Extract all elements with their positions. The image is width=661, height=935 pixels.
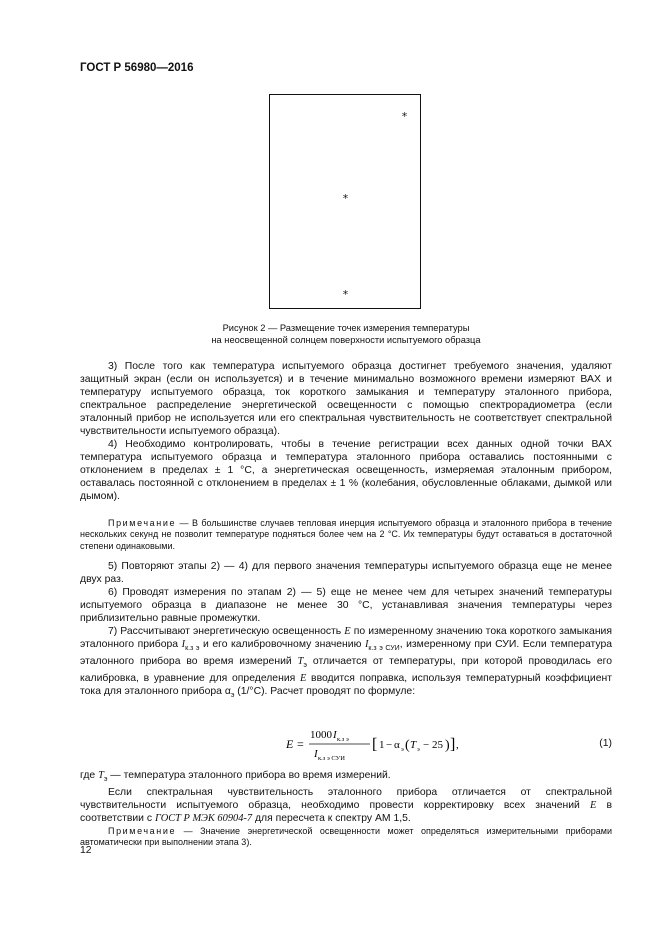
svg-text:=: = bbox=[297, 737, 304, 751]
formula-expression bbox=[286, 724, 546, 764]
svg-text:T: T bbox=[410, 739, 417, 751]
paragraph-spectral-correction: Если спектральная чувствительность эталонного прибора отличается от спектральной чувствительности испытуемого образца, необходимо провести корректировку всех значений E в соответствии с ГОСТ Р МЭК 60904-7 для пересчета к спектру АМ 1,5. bbox=[80, 787, 612, 825]
standard-reference: ГОСТ Р МЭК 60904-7 bbox=[154, 813, 253, 825]
svg-text:[: [ bbox=[372, 736, 378, 753]
paragraph-where: где $T_э$ — температура эталонного прибора во время измерений. bbox=[80, 770, 391, 784]
note-1 bbox=[80, 518, 612, 552]
paragraph-step3: 3) После того как температура испытуемого образца достигнет требуемого значения, удаляют защитный экран (если он используется) и в течение минимально возможного времени измеряют ВАХ и температуру испытуемого образца, ток короткого замыкания и температуру эталонного прибора, спектральное распределение энергетической освещенности с помощью спектрорадиометра (если эталонный прибор не используется или его спектральная чувствительность не соответствует спектральной чувствительности испытуемого образца). bbox=[80, 361, 612, 437]
note-2-label: Примечание bbox=[108, 826, 177, 836]
page-number: 12 bbox=[80, 845, 92, 856]
measurement-point-bottom: * bbox=[342, 288, 349, 301]
figure-caption-line2: на неосвещенной солнцем поверхности испытуемого образца bbox=[211, 335, 481, 345]
figure-caption bbox=[80, 322, 612, 346]
paragraph-step4: 4) Необходимо контролировать, чтобы в течение регистрации всех данных одной точки ВАХ температура испытуемого образца и температура эталонного прибора оставались постоянными с отклонением в пределах ± 1 °C, а энергетическая освещенность, измеряемая эталонным прибором, оставалась постоянной с отклонением в пределах ± 1 % (колебания, обусловленные облаками, дымкой или дымом). bbox=[80, 439, 612, 502]
svg-text:э: э bbox=[417, 746, 420, 753]
svg-text:): ) bbox=[445, 738, 450, 753]
svg-text:I: I bbox=[333, 729, 337, 741]
note-1-text: — В большинстве случаев тепловая инерция испытуемого образца и эталонного прибора в течение нескольких секунд не позволит температуре подняться более чем на 2 °C. Их температуры будут оставаться в достаточной степени одинаковыми. bbox=[80, 518, 612, 551]
document-header: ГОСТ Р 56980—2016 bbox=[80, 62, 194, 74]
svg-text:−: − bbox=[423, 739, 430, 751]
formula-1 bbox=[80, 724, 612, 764]
svg-text:1000: 1000 bbox=[310, 729, 332, 741]
steps-block-3 bbox=[80, 769, 612, 825]
svg-text:E: E bbox=[286, 737, 294, 751]
svg-text:,: , bbox=[456, 739, 459, 751]
svg-text:α: α bbox=[394, 739, 400, 751]
svg-text:25: 25 bbox=[432, 739, 443, 751]
paragraph-step6: 6) Проводят измерения по этапам 2) — 5) еще не менее чем для четырех значений температуры испытуемого образца в диапазоне не менее 30 °C, устанавливая значения температуры через приблизительно равные промежутки. bbox=[80, 587, 612, 624]
figure-caption-line1: Рисунок 2 — Размещение точек измерения температуры bbox=[222, 323, 470, 333]
note-2 bbox=[80, 826, 612, 849]
measurement-point-center: * bbox=[342, 192, 349, 205]
svg-text:1: 1 bbox=[379, 739, 385, 751]
svg-text:э: э bbox=[401, 746, 404, 753]
formula-number: (1) bbox=[599, 738, 612, 749]
steps-block-1 bbox=[80, 360, 612, 503]
svg-text:(: ( bbox=[405, 738, 410, 753]
svg-text:к.з э СУИ: к.з э СУИ bbox=[318, 755, 345, 762]
note-2-text: — Значение энергетической освещенности может определяться измерительными приборами автоматически при выполнении этапа 3). bbox=[80, 826, 612, 848]
svg-text:I: I bbox=[314, 748, 318, 760]
figure-frame bbox=[269, 94, 421, 309]
svg-text:к.з э: к.з э bbox=[337, 736, 349, 743]
paragraph-step5: 5) Повторяют этапы 2) — 4) для первого значения температуры испытуемого образца еще не менее двух раз. bbox=[80, 561, 612, 585]
measurement-point-top-right: * bbox=[401, 110, 408, 123]
paragraph-step7: 7) Рассчитывают энергетическую освещенность E по измеренному значению тока короткого замыкания эталонного прибора $I_{к.з э}$ и его калибровочному значению $I_{к.з э СУИ}$, измеренному при СУИ. Если температура эталонного прибора во время измерений $T_э$ отличается от температуры, при которой проводилась его калибровка, в уравнение для определения E вводится поправка, используя температурный коэффициент тока для эталонного прибора $\alpha_э$ (1/°C). Расчет проводят по формуле: bbox=[80, 626, 613, 700]
svg-text:−: − bbox=[386, 739, 393, 751]
svg-text:]: ] bbox=[450, 736, 456, 753]
steps-block-2 bbox=[80, 560, 612, 702]
note-1-label: Примечание bbox=[108, 518, 177, 528]
